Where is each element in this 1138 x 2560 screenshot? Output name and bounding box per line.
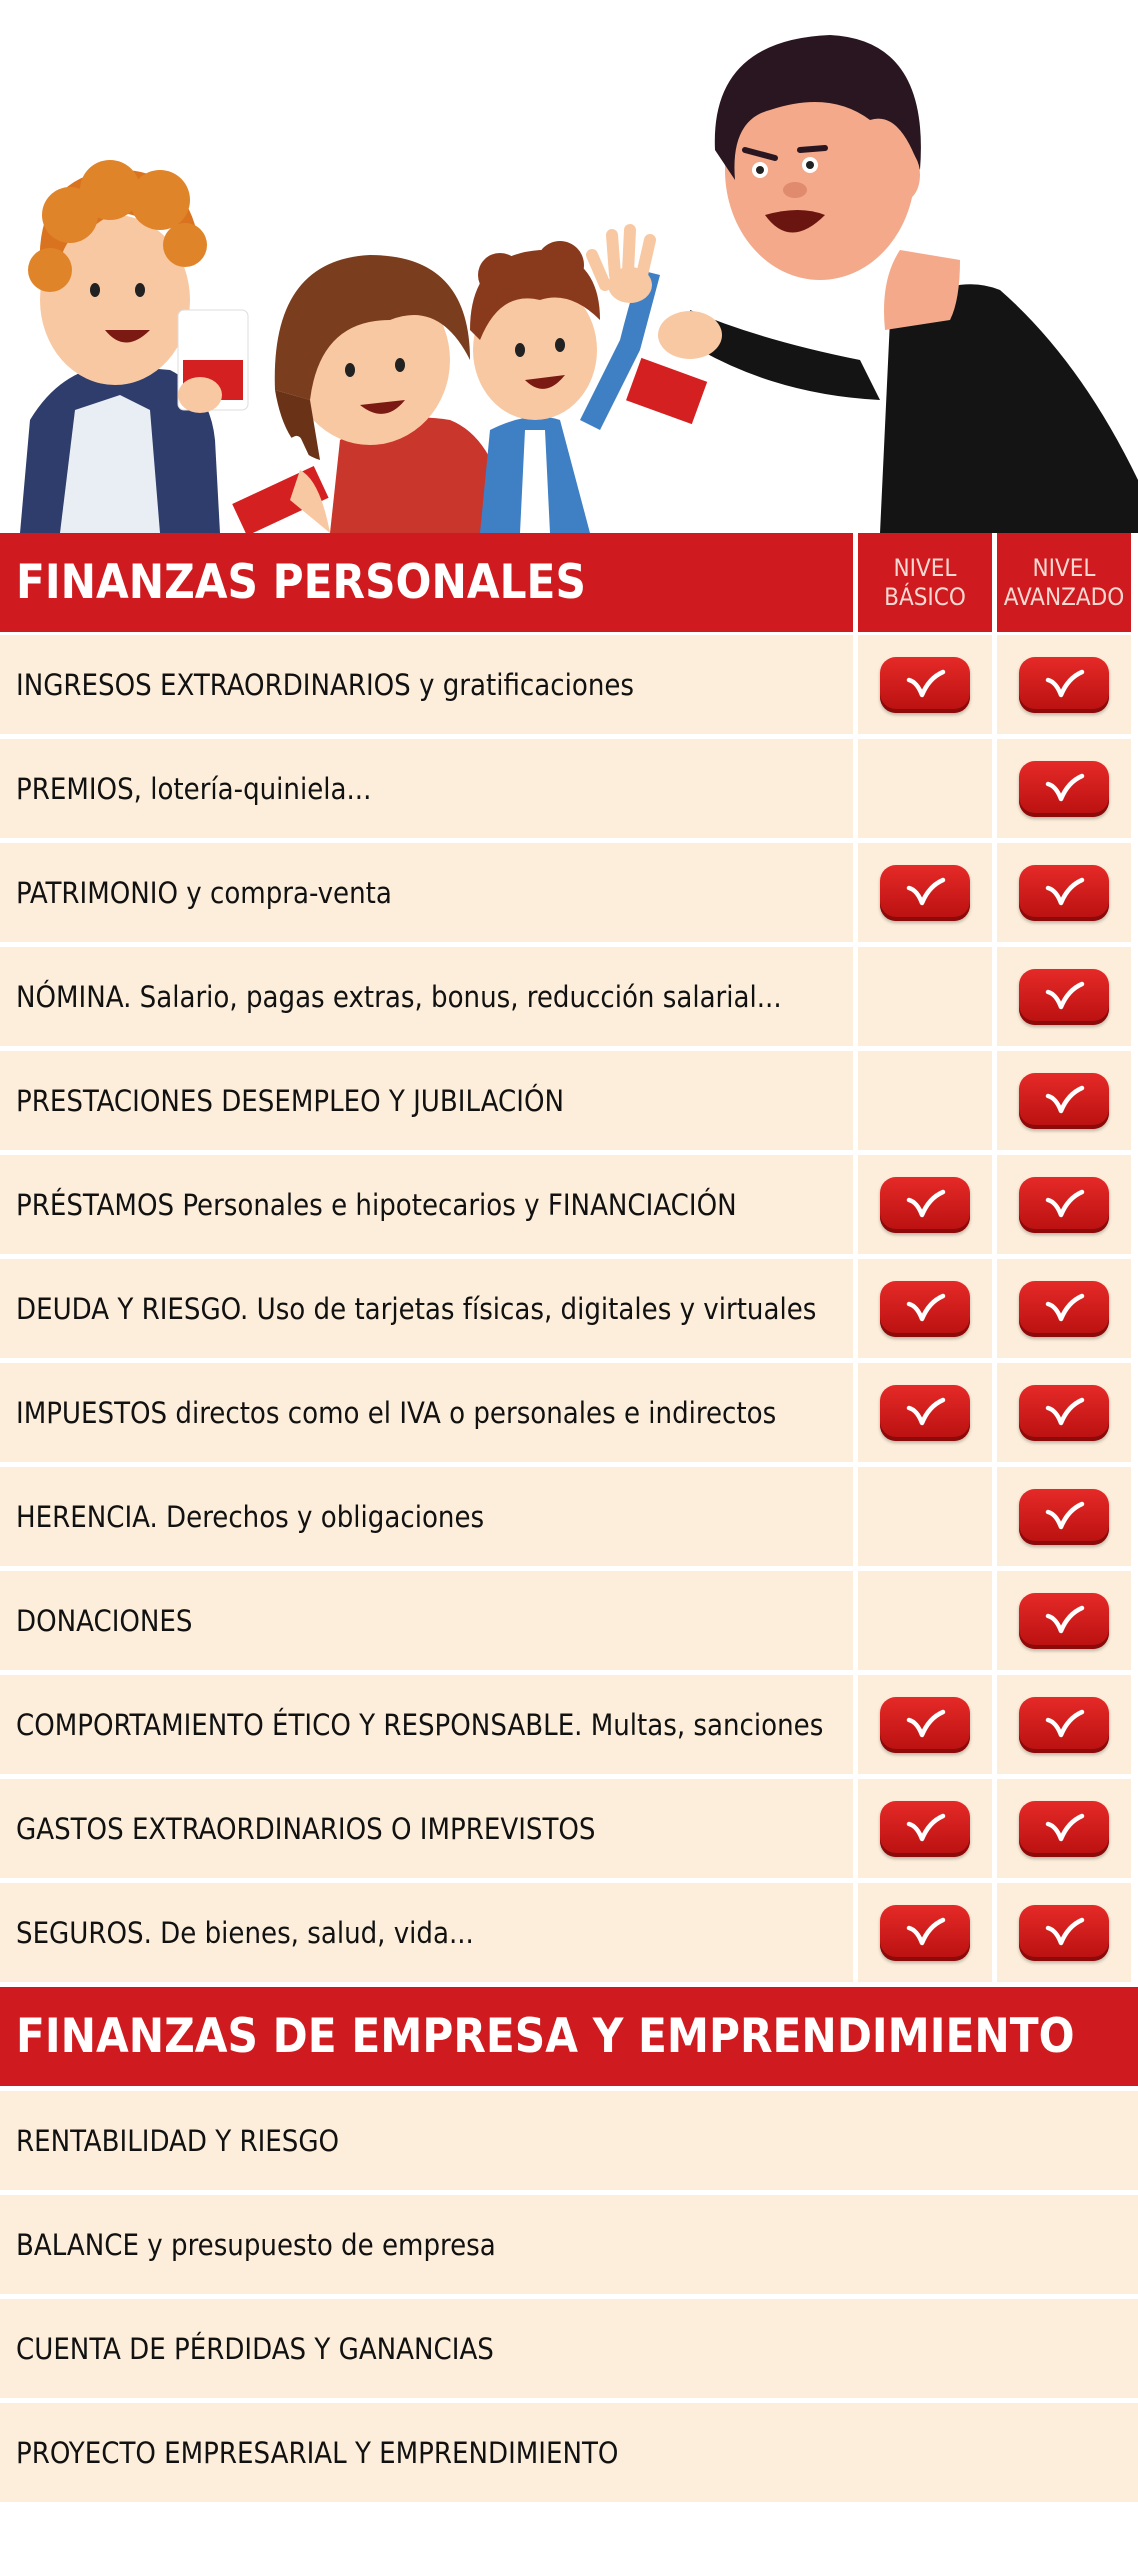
topic-label: RENTABILIDAD Y RIESGO	[0, 2091, 1138, 2190]
advanced-level-cell	[997, 1571, 1131, 1670]
personal-topic-row	[0, 635, 1138, 734]
business-finance-title: FINANZAS DE EMPRESA Y EMPRENDIMIENTO	[16, 2009, 1075, 2064]
topic-label: DEUDA Y RIESGO. Uso de tarjetas físicas, digitales y virtuales	[0, 1259, 853, 1358]
basic-level-column-header	[858, 533, 992, 632]
girl-middle-figure	[217, 255, 510, 533]
personal-finance-rows	[0, 635, 1138, 1982]
topic-label: GASTOS EXTRAORDINARIOS O IMPREVISTOS	[0, 1779, 853, 1878]
topic-label: DONACIONES	[0, 1571, 853, 1670]
checkmark-icon	[903, 1188, 947, 1222]
business-topic-row	[0, 2299, 1138, 2398]
basic-level-cell	[858, 1155, 992, 1254]
basic-level-cell	[858, 635, 992, 734]
topic-label: PATRIMONIO y compra-venta	[0, 843, 853, 942]
advanced-level-cell	[997, 1155, 1131, 1254]
basic-check-icon	[880, 1905, 970, 1961]
checkmark-icon	[903, 668, 947, 702]
personal-topic-row	[0, 1779, 1138, 1878]
basic-check-icon	[880, 1281, 970, 1337]
basic-level-cell	[858, 1675, 992, 1774]
topic-label: PREMIOS, lotería-quiniela...	[0, 739, 853, 838]
checkmark-icon	[903, 1916, 947, 1950]
topic-label: SEGUROS. De bienes, salud, vida...	[0, 1883, 853, 1982]
advanced-level-cell	[997, 1467, 1131, 1566]
topic-label: BALANCE y presupuesto de empresa	[0, 2195, 1138, 2294]
business-finance-header-row	[0, 1987, 1138, 2086]
checkmark-icon	[903, 876, 947, 910]
man-right-figure	[658, 35, 1138, 533]
advanced-level-cell	[997, 635, 1131, 734]
checkmark-icon	[903, 1812, 947, 1846]
personal-topic-row	[0, 1467, 1138, 1566]
advanced-level-cell	[997, 1883, 1131, 1982]
people-with-cards-illustration	[0, 0, 1138, 533]
checkmark-icon	[1042, 772, 1086, 806]
checkmark-icon	[1042, 1084, 1086, 1118]
topic-label: HERENCIA. Derechos y obligaciones	[0, 1467, 853, 1566]
checkmark-icon	[1042, 1500, 1086, 1534]
advanced-check-icon	[1019, 761, 1109, 817]
business-finance-rows	[0, 2091, 1138, 2502]
checkmark-icon	[903, 1292, 947, 1326]
personal-topic-row	[0, 843, 1138, 942]
advanced-check-icon	[1019, 1281, 1109, 1337]
advanced-check-icon	[1019, 1697, 1109, 1753]
advanced-level-cell	[997, 843, 1131, 942]
advanced-check-icon	[1019, 969, 1109, 1025]
basic-level-cell	[858, 1363, 992, 1462]
header-illustration	[0, 0, 1138, 533]
topic-label: CUENTA DE PÉRDIDAS Y GANANCIAS	[0, 2299, 1138, 2398]
basic-level-cell	[858, 1467, 992, 1566]
checkmark-icon	[1042, 1708, 1086, 1742]
personal-finance-title: FINANZAS PERSONALES	[0, 533, 853, 632]
personal-topic-row	[0, 1571, 1138, 1670]
checkmark-icon	[1042, 1916, 1086, 1950]
basic-level-line2: BÁSICO	[884, 582, 966, 611]
business-topic-row	[0, 2403, 1138, 2502]
topic-label: IMPUESTOS directos como el IVA o personales e indirectos	[0, 1363, 853, 1462]
personal-finance-header-row	[0, 533, 1138, 632]
advanced-check-icon	[1019, 1801, 1109, 1857]
advanced-level-line2: AVANZADO	[1003, 582, 1125, 611]
basic-level-cell	[858, 1259, 992, 1358]
personal-topic-row	[0, 947, 1138, 1046]
checkmark-icon	[903, 1708, 947, 1742]
topic-label: INGRESOS EXTRAORDINARIOS y gratificaciones	[0, 635, 853, 734]
personal-topic-row	[0, 1051, 1138, 1150]
advanced-check-icon	[1019, 865, 1109, 921]
advanced-level-cell	[997, 1259, 1131, 1358]
basic-level-cell	[858, 1883, 992, 1982]
advanced-check-icon	[1019, 1593, 1109, 1649]
checkmark-icon	[1042, 668, 1086, 702]
boy-left-figure	[20, 160, 248, 533]
advanced-level-cell	[997, 1051, 1131, 1150]
business-topic-row	[0, 2195, 1138, 2294]
checkmark-icon	[1042, 980, 1086, 1014]
checkmark-icon	[1042, 876, 1086, 910]
basic-level-cell	[858, 947, 992, 1046]
topic-label: PRÉSTAMOS Personales e hipotecarios y FINANCIACIÓN	[0, 1155, 853, 1254]
basic-check-icon	[880, 1385, 970, 1441]
advanced-level-cell	[997, 1363, 1131, 1462]
advanced-level-line1: NIVEL	[1032, 553, 1096, 582]
checkmark-icon	[1042, 1292, 1086, 1326]
basic-level-cell	[858, 739, 992, 838]
basic-check-icon	[880, 1801, 970, 1857]
personal-topic-row	[0, 1363, 1138, 1462]
advanced-level-cell	[997, 1675, 1131, 1774]
advanced-level-cell	[997, 1779, 1131, 1878]
advanced-level-cell	[997, 947, 1131, 1046]
advanced-check-icon	[1019, 657, 1109, 713]
topic-label: PROYECTO EMPRESARIAL Y EMPRENDIMIENTO	[0, 2403, 1138, 2502]
boy-blue-figure	[470, 230, 660, 533]
business-topic-row	[0, 2091, 1138, 2190]
personal-topic-row	[0, 1155, 1138, 1254]
basic-check-icon	[880, 657, 970, 713]
advanced-level-column-header	[997, 533, 1131, 632]
checkmark-icon	[1042, 1604, 1086, 1638]
basic-level-cell	[858, 843, 992, 942]
basic-check-icon	[880, 1697, 970, 1753]
advanced-level-cell	[997, 739, 1131, 838]
advanced-check-icon	[1019, 1385, 1109, 1441]
checkmark-icon	[1042, 1396, 1086, 1430]
advanced-check-icon	[1019, 1177, 1109, 1233]
basic-level-line1: NIVEL	[893, 553, 957, 582]
basic-check-icon	[880, 865, 970, 921]
personal-topic-row	[0, 1883, 1138, 1982]
checkmark-icon	[1042, 1188, 1086, 1222]
topic-label: COMPORTAMIENTO ÉTICO Y RESPONSABLE. Multas, sanciones	[0, 1675, 853, 1774]
personal-topic-row	[0, 739, 1138, 838]
checkmark-icon	[903, 1396, 947, 1430]
advanced-check-icon	[1019, 1073, 1109, 1129]
advanced-check-icon	[1019, 1489, 1109, 1545]
basic-level-cell	[858, 1051, 992, 1150]
topic-label: NÓMINA. Salario, pagas extras, bonus, reducción salarial...	[0, 947, 853, 1046]
basic-check-icon	[880, 1177, 970, 1233]
basic-level-cell	[858, 1571, 992, 1670]
checkmark-icon	[1042, 1812, 1086, 1846]
advanced-check-icon	[1019, 1905, 1109, 1961]
personal-topic-row	[0, 1259, 1138, 1358]
finance-topics-table	[0, 533, 1138, 2502]
basic-level-cell	[858, 1779, 992, 1878]
topic-label: PRESTACIONES DESEMPLEO Y JUBILACIÓN	[0, 1051, 853, 1150]
personal-topic-row	[0, 1675, 1138, 1774]
